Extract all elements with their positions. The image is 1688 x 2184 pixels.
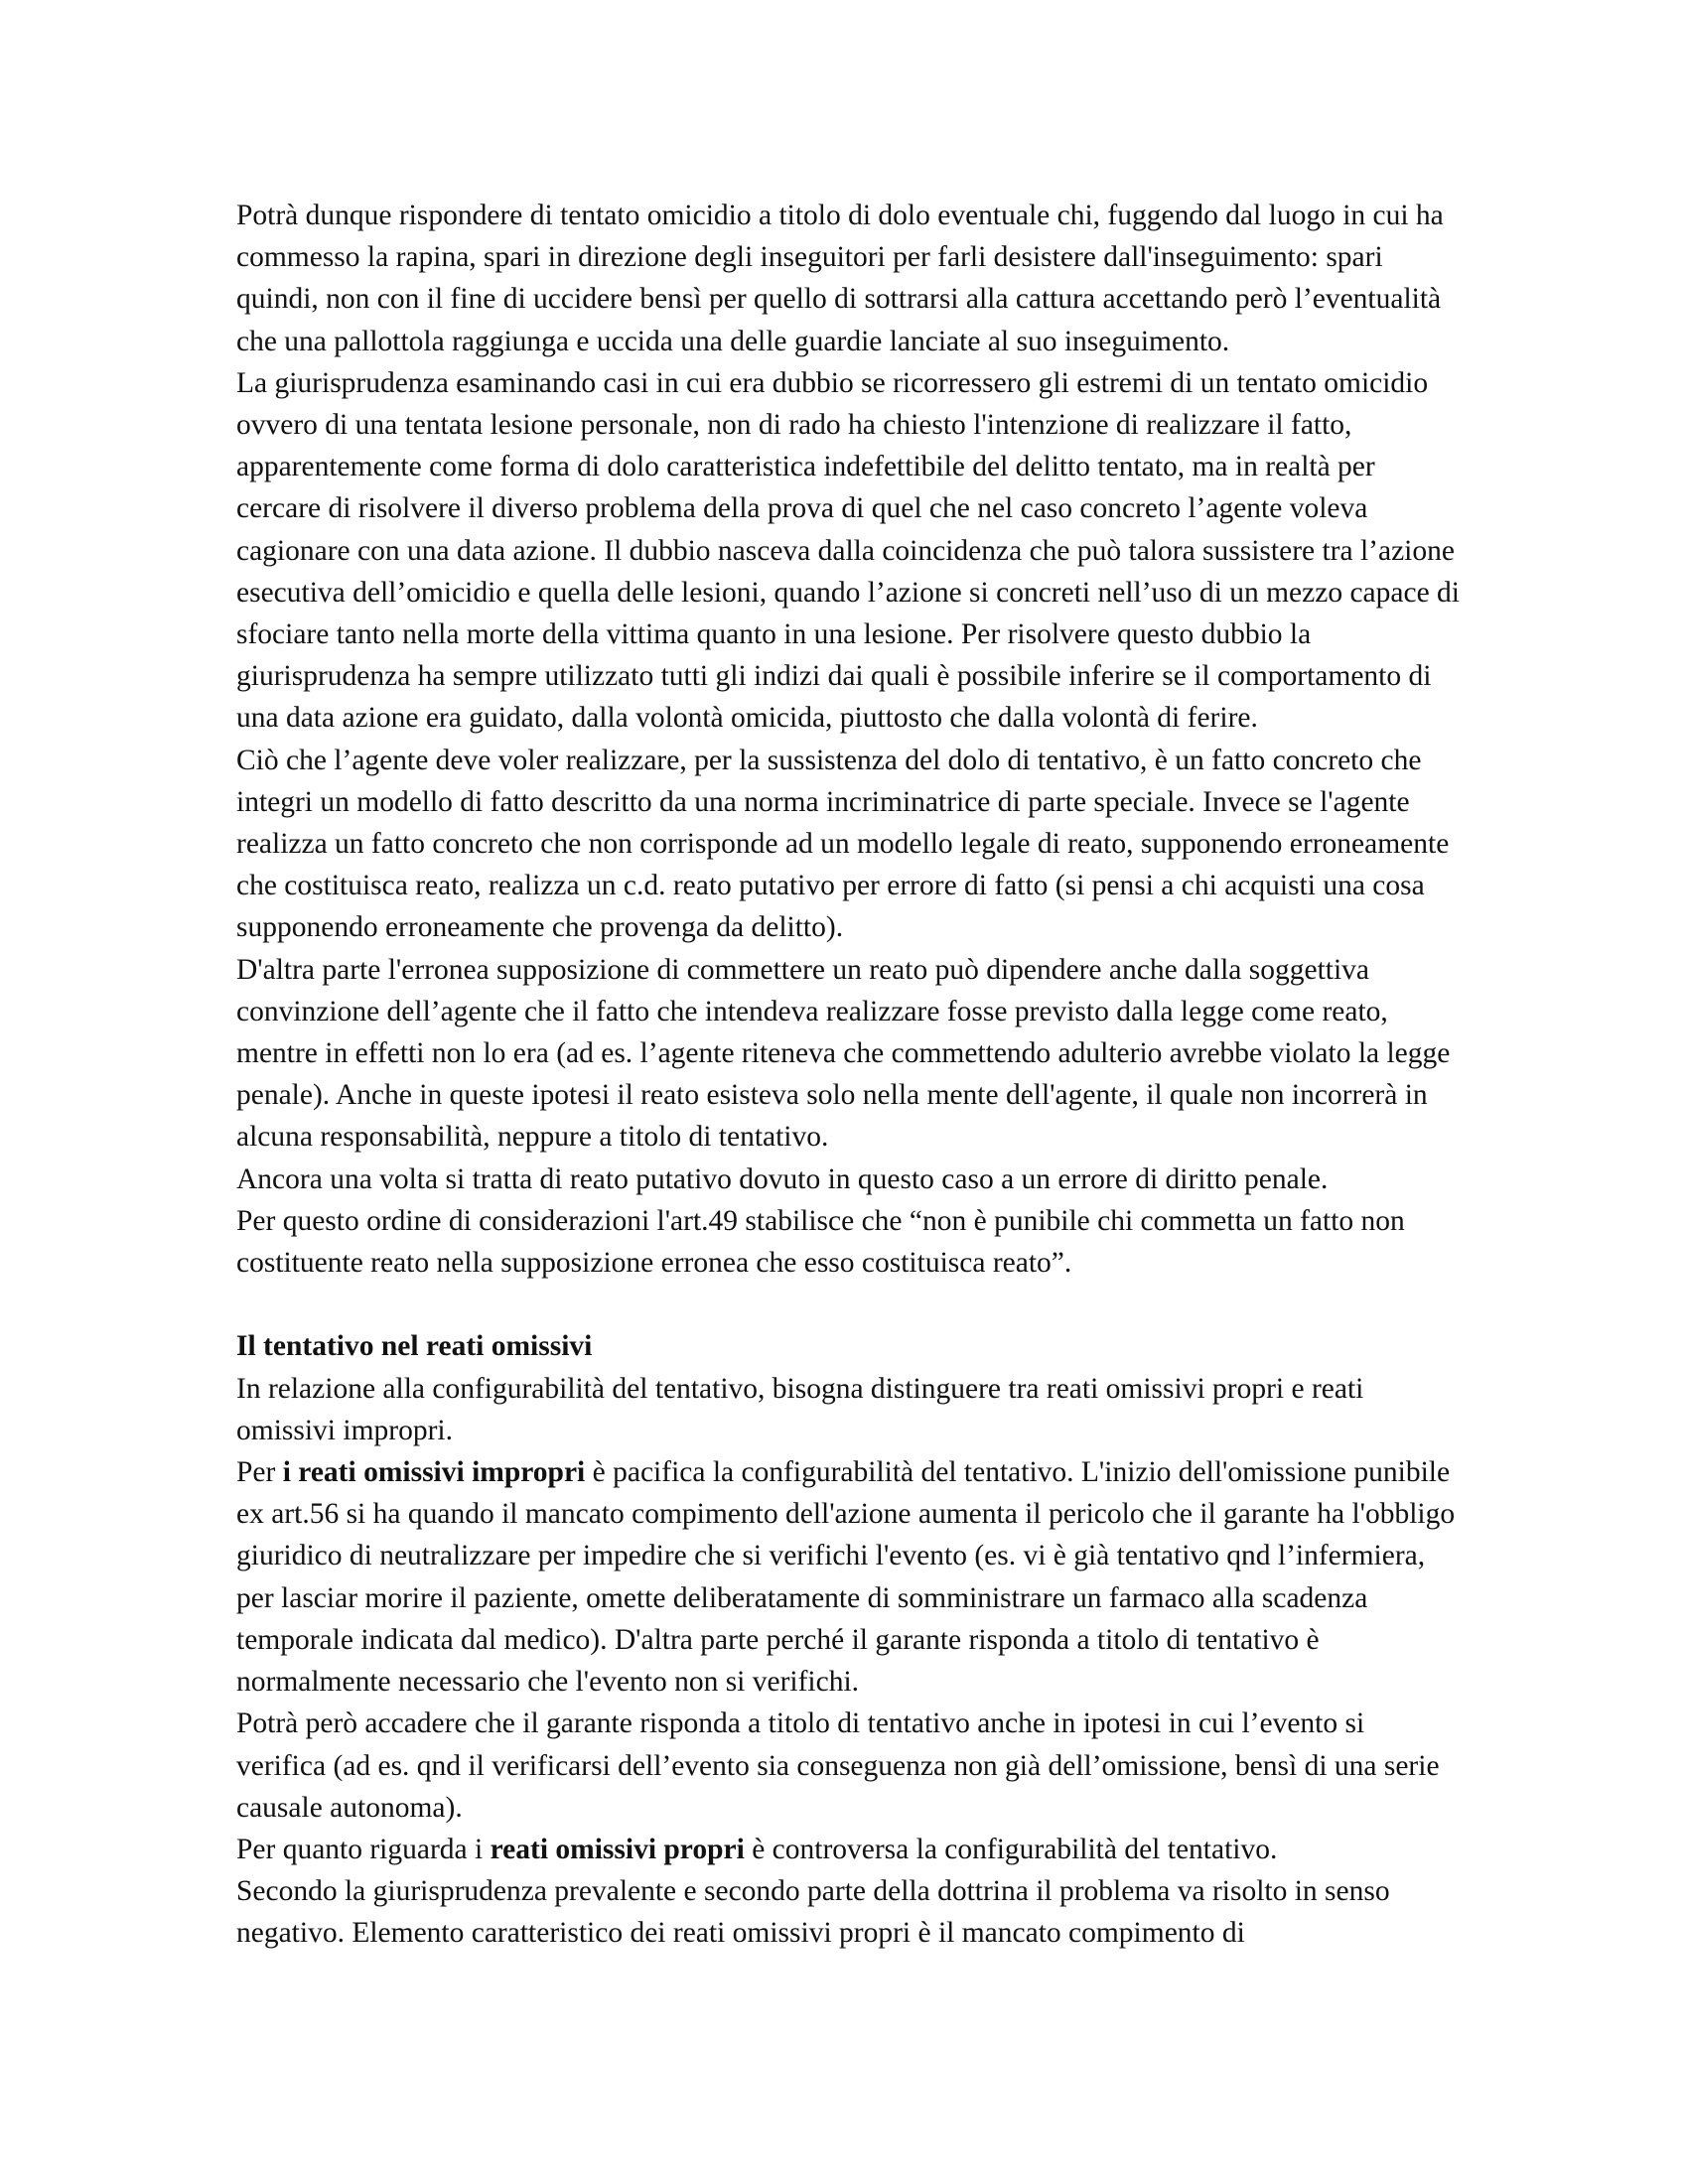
section-heading: Il tentativo nel reati omissivi (236, 1330, 593, 1363)
paragraph-art-49: Per questo ordine di considerazioni l'art.49 stabilisce che “non è punibile chi commetta un fatto non costituente reato nella supposizione erronea che esso costituisca reato”. (236, 1204, 1405, 1280)
paragraph-giurisprudenza: La giurisprudenza esaminando casi in cui era dubbio se ricorressero gli estremi di un tentato omicidio ovvero di una tentata lesione personale, non di rado ha chiesto l'intenzione di realizzare il fatto, apparentemente come forma di dolo caratteristica indefettibile del delitto tentato, ma in realtà per cercare di risolvere il diverso problema della prova di quel che nel caso concreto l’agente voleva cagionare con una data azione. Il dubbio nasceva dalla coincidenza che può talora sussistere tra l’azione esecutiva dell’omicidio e quella delle lesioni, quando l’azione si concreti nell’uso di un mezzo capace di sfociare tanto nella morte della vittima quanto in una lesione. Per risolvere questo dubbio la giurisprudenza ha sempre utilizzato tutti gli indizi dai quali è possibile inferire se il comportamento di una data azione era guidato, dalla volontà omicida, piuttosto che dalla volontà di ferire. (236, 366, 1460, 735)
proper-rest: è controversa la configurabilità del tentativo. (744, 1833, 1278, 1865)
improper-bold-term: i reati omissivi impropri (282, 1456, 586, 1489)
document-page (236, 195, 1460, 1955)
paragraph-dolo-tentativo: Ciò che l’agente deve voler realizzare, per la sussistenza del dolo di tentativo, è un fatto concreto che integri un modello di fatto descritto da una norma incriminatrice di parte speciale. Invece se l'agente realizza un fatto concreto che non corrisponde ad un modello legale di reato, supponendo erroneamente che costituisca reato, realizza un c.d. reato putativo per errore di fatto (si pensi a chi acquisti una cosa supponendo erroneamente che provenga da delitto). (236, 744, 1450, 944)
paragraph-dolo-eventuale: Potrà dunque rispondere di tentato omicidio a titolo di dolo eventuale chi, fuggendo dal luogo in cui ha commesso la rapina, spari in direzione degli inseguitori per farli desistere dall'inseguimento: spari quindi, non con il fine di uccidere bensì per quello di sottrarsi alla cattura accettando però l’eventualità che una pallottola raggiunga e uccida una delle guardie lanciate al suo inseguimento. (236, 200, 1444, 357)
paragraph-reato-putativo: Ancora una volta si tratta di reato putativo dovuto in questo caso a un errore di diritto penale. (236, 1162, 1329, 1195)
paragraph-proper-followup: Secondo la giurisprudenza prevalente e secondo parte della dottrina il problema va risolto in senso negativo. Elemento caratteristico dei reati omissivi propri è il mancato compimento di (236, 1875, 1390, 1950)
paragraph-section-intro: In relazione alla configurabilità del tentativo, bisogna distinguere tra reati omissivi propri e reati omissivi impropri. (236, 1372, 1364, 1446)
paragraph-omissivi-propri (236, 1829, 1460, 1870)
paragraph-improper-followup: Potrà però accadere che il garante risponda a titolo di tentativo anche in ipotesi in cui l’evento si verifica (ad es. qnd il verificarsi dell’evento sia conseguenza non già dell’omissione, bensì di una serie causale autonoma). (236, 1707, 1440, 1824)
paragraph-erronea-supposizione: D'altra parte l'erronea supposizione di commettere un reato può dipendere anche dalla soggettiva convinzione dell’agente che il fatto che intendeva realizzare fosse previsto dalla legge come reato, mentre in effetti non lo era (ad es. l’agente riteneva che commettendo adulterio avrebbe violato la legge penale). Anche in queste ipotesi il reato esisteva solo nella mente dell'agente, il quale non incorrerà in alcuna responsabilità, neppure a titolo di tentativo. (236, 953, 1451, 1154)
improper-lead: Per (236, 1456, 283, 1489)
improper-rest: è pacifica la configurabilità del tentativo. L'inizio dell'omissione punibile ex art.56 si ha quando il mancato compimento dell'azione aumenta il pericolo che il garante ha l'obbligo giuridico di neutralizzare per impedire che si verifichi l'evento (es. vi è già tentativo qnd l’infermiera, per lasciar morire il paziente, omette deliberatamente di somministrare un farmaco alla scadenza temporale indicata dal medico). D'altra parte perché il garante risponda a titolo di tentativo è normalmente necessario che l'evento non si verifichi. (236, 1456, 1456, 1699)
proper-bold-term: reati omissivi propri (490, 1833, 745, 1865)
paragraph-omissivi-impropri (236, 1451, 1460, 1703)
proper-lead: Per quanto riguarda i (236, 1833, 491, 1865)
